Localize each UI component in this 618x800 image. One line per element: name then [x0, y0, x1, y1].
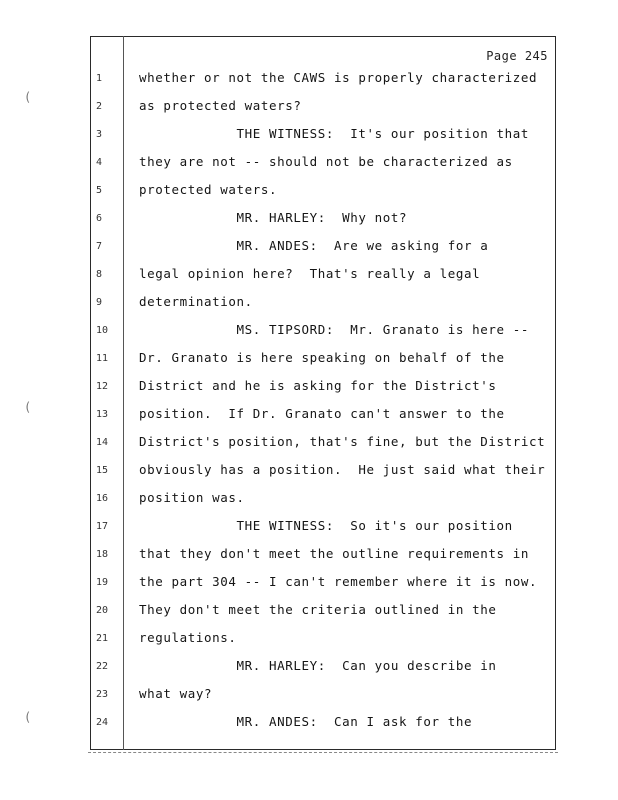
line-text: Dr. Granato is here speaking on behalf of the [139, 350, 505, 365]
transcript-line [0, 462, 560, 482]
line-number: 1 [96, 73, 103, 84]
line-number: 9 [96, 297, 103, 308]
line-text: MR. ANDES: Are we asking for a [139, 238, 489, 253]
transcript-line [0, 714, 560, 734]
line-text: They don't meet the criteria outlined in the [139, 602, 497, 617]
binder-hole-mark: ( [24, 90, 32, 104]
line-text: THE WITNESS: It's our position that [139, 126, 530, 141]
line-number: 19 [96, 577, 109, 588]
line-text: that they don't meet the outline requirements in [139, 546, 530, 561]
line-text: determination. [139, 294, 253, 309]
transcript-line [0, 70, 560, 90]
transcript-line [0, 98, 560, 118]
line-text: the part 304 -- I can't remember where it is now. [139, 574, 538, 589]
transcript-line [0, 546, 560, 566]
line-number: 17 [96, 521, 109, 532]
line-number: 23 [96, 689, 109, 700]
line-number: 16 [96, 493, 109, 504]
transcript-line [0, 238, 560, 258]
line-text: MR. HARLEY: Why not? [139, 210, 408, 225]
line-text: whether or not the CAWS is properly characterized [139, 70, 538, 85]
line-text: legal opinion here? That's really a legal [139, 266, 481, 281]
line-text: MS. TIPSORD: Mr. Granato is here -- [139, 322, 530, 337]
line-text: District's position, that's fine, but the District [139, 434, 546, 449]
transcript-line [0, 350, 560, 370]
transcript-line [0, 126, 560, 146]
line-number: 4 [96, 157, 103, 168]
line-text: what way? [139, 686, 213, 701]
line-number: 15 [96, 465, 109, 476]
transcript-line [0, 182, 560, 202]
transcript-line [0, 406, 560, 426]
transcript-line [0, 658, 560, 678]
transcript-line [0, 518, 560, 538]
line-number: 13 [96, 409, 109, 420]
transcript-line [0, 602, 560, 622]
line-number: 3 [96, 129, 103, 140]
line-text: MR. ANDES: Can I ask for the [139, 714, 473, 729]
line-text: regulations. [139, 630, 237, 645]
line-number: 6 [96, 213, 103, 224]
transcript-line [0, 686, 560, 706]
line-number: 20 [96, 605, 109, 616]
binder-hole-mark: ( [24, 400, 32, 414]
transcript-line [0, 154, 560, 174]
line-number: 14 [96, 437, 109, 448]
transcript-line [0, 630, 560, 650]
line-text: District and he is asking for the District's [139, 378, 497, 393]
line-number: 24 [96, 717, 109, 728]
line-text: MR. HARLEY: Can you describe in [139, 658, 497, 673]
line-number: 7 [96, 241, 103, 252]
transcript-line [0, 434, 560, 454]
line-text: obviously has a position. He just said what their [139, 462, 546, 477]
transcript-line [0, 294, 560, 314]
line-text: THE WITNESS: So it's our position [139, 518, 513, 533]
line-text: as protected waters? [139, 98, 302, 113]
line-number: 2 [96, 101, 103, 112]
binder-hole-mark: ( [24, 710, 32, 724]
transcript-line [0, 210, 560, 230]
line-number: 12 [96, 381, 109, 392]
line-text: position was. [139, 490, 245, 505]
transcript-line [0, 266, 560, 286]
page-number: Page 245 [486, 49, 548, 63]
line-number: 22 [96, 661, 109, 672]
line-number: 10 [96, 325, 109, 336]
line-number: 11 [96, 353, 109, 364]
transcript-line [0, 574, 560, 594]
line-number: 21 [96, 633, 109, 644]
line-text: they are not -- should not be characterized as [139, 154, 513, 169]
line-text: protected waters. [139, 182, 278, 197]
page-bottom-edge [88, 752, 558, 753]
transcript-line [0, 490, 560, 510]
line-number: 5 [96, 185, 103, 196]
transcript-line [0, 378, 560, 398]
line-number: 8 [96, 269, 103, 280]
transcript-line [0, 322, 560, 342]
line-text: position. If Dr. Granato can't answer to the [139, 406, 505, 421]
line-number: 18 [96, 549, 109, 560]
